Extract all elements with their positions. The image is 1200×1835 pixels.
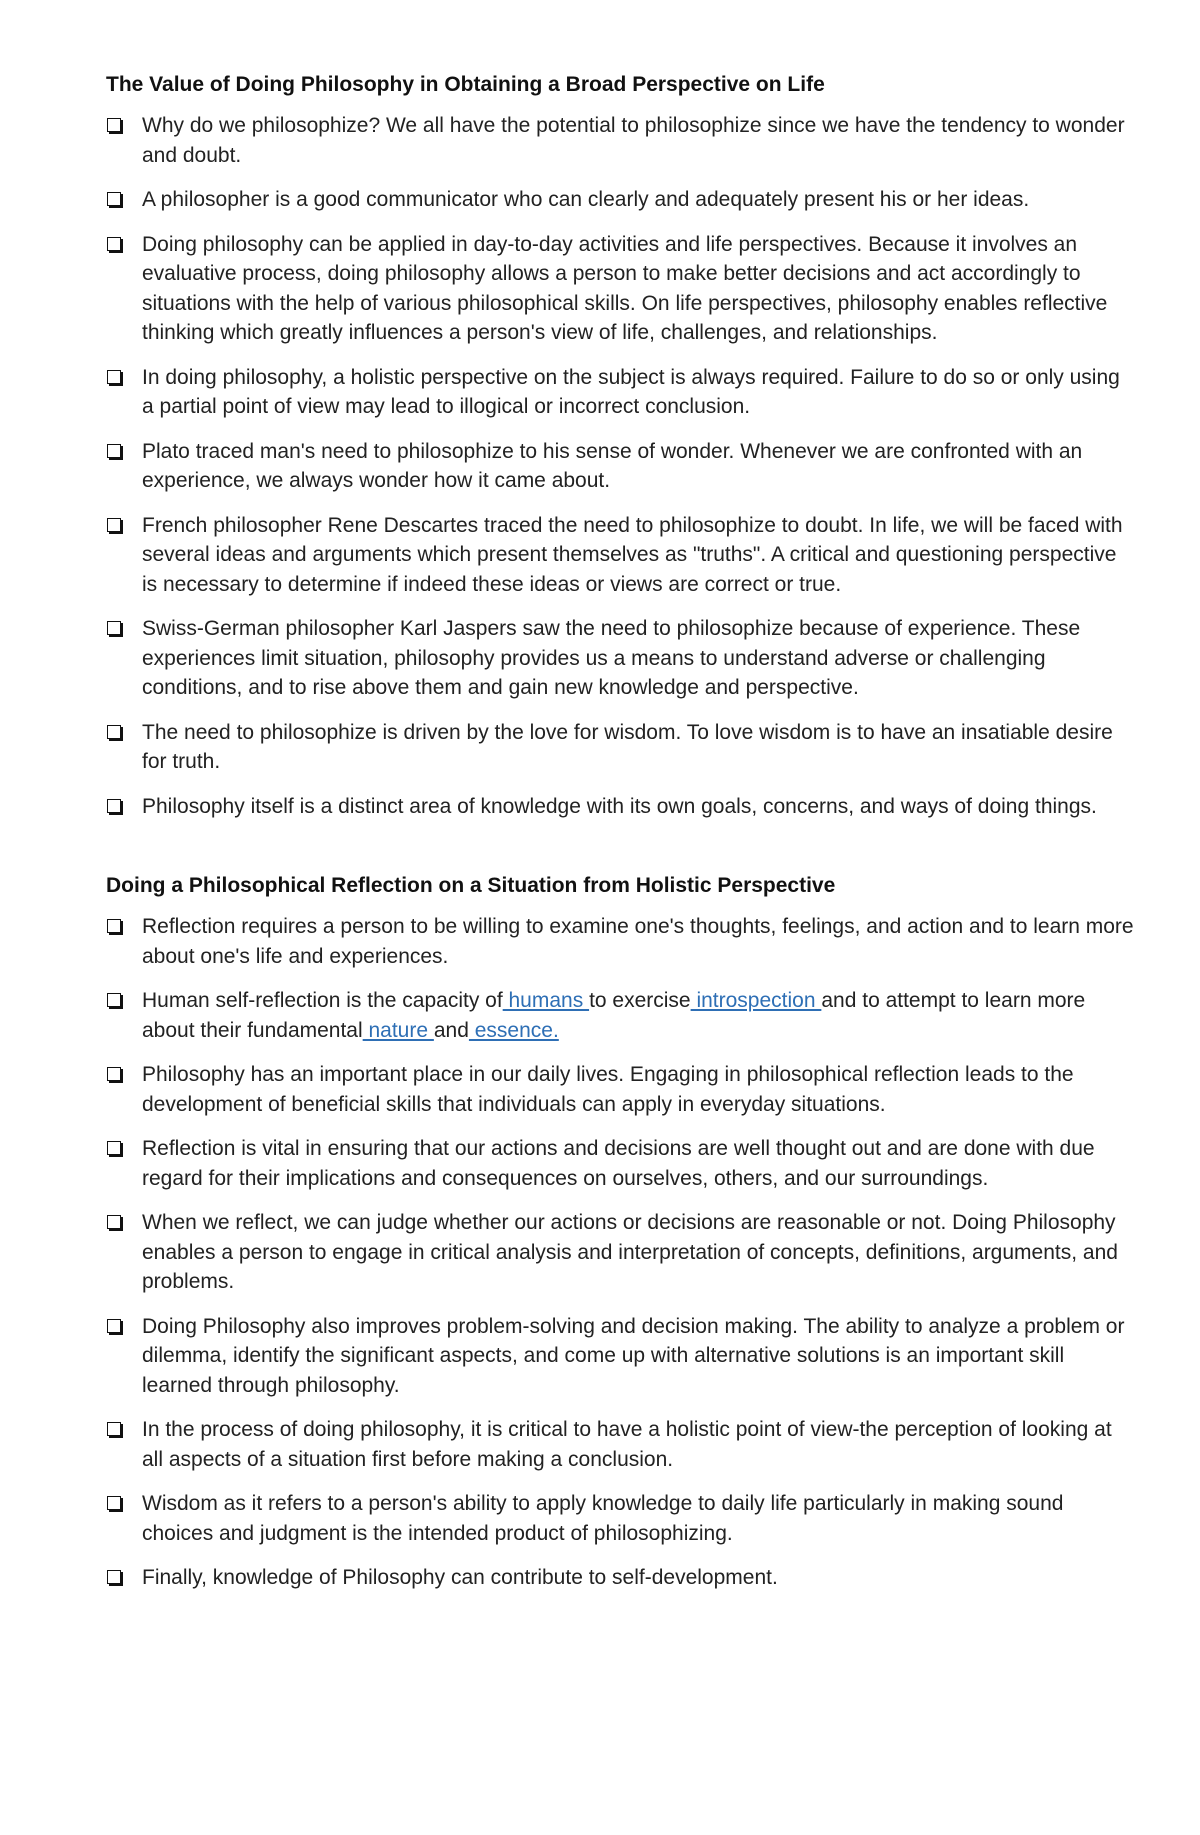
list-item-text: Plato traced man's need to philosophize to his sense of wonder. Whenever we are confronted with an experience, we always wonder how it came about. — [142, 439, 1083, 492]
list-item — [106, 1489, 1136, 1548]
link-humans[interactable]: humans — [502, 989, 590, 1012]
list-item-text: Reflection requires a person to be willing to examine one's thoughts, feelings, and action and to learn more about one's life and experiences. — [142, 915, 1134, 968]
list-item-text: to exercise — [589, 989, 691, 1012]
list-item-text: Finally, knowledge of Philosophy can contribute to self-development. — [142, 1566, 778, 1589]
checkbox-bullet-icon — [107, 919, 121, 933]
checkbox-bullet-icon — [107, 518, 121, 532]
checkbox-bullet-icon — [107, 1422, 121, 1436]
list-item-text: Wisdom as it refers to a person's ability to apply knowledge to daily life particularly in making sound choices and judgment is the intended product of philosophizing. — [142, 1492, 1064, 1545]
list-item — [106, 912, 1136, 971]
checkbox-bullet-icon — [107, 799, 121, 813]
list-item-text: Philosophy has an important place in our daily lives. Engaging in philosophical reflection leads to the development of beneficial skills that individuals can apply in everyday situations. — [142, 1063, 1074, 1116]
list-item — [106, 511, 1136, 600]
list-item-text: A philosopher is a good communicator who can clearly and adequately present his or her ideas. — [142, 188, 1030, 211]
list-item — [106, 1415, 1136, 1474]
checkbox-bullet-icon — [107, 993, 121, 1007]
section-value-of-philosophy — [106, 70, 1136, 821]
list-item-text: In doing philosophy, a holistic perspective on the subject is always required. Failure to do so or only using a partial point of view may lead to illogical or incorrect conclusion. — [142, 365, 1120, 418]
list-item — [106, 437, 1136, 496]
list-item-text: Why do we philosophize? We all have the potential to philosophize since we have the tendency to wonder and doubt. — [142, 114, 1125, 167]
checkbox-bullet-icon — [107, 444, 121, 458]
list-item — [106, 1060, 1136, 1119]
checkbox-bullet-icon — [107, 1215, 121, 1229]
checkbox-bullet-icon — [107, 1067, 121, 1081]
list-item — [106, 614, 1136, 703]
checkbox-bullet-icon — [107, 237, 121, 251]
checkbox-bullet-icon — [107, 725, 121, 739]
bullet-list — [106, 912, 1136, 1593]
list-item — [106, 230, 1136, 348]
list-item-text: Human self-reflection is the capacity of — [142, 989, 503, 1012]
link-introspection[interactable]: introspection — [690, 989, 822, 1012]
list-item-text: Philosophy itself is a distinct area of knowledge with its own goals, concerns, and ways of doing things. — [142, 794, 1097, 818]
list-item-text: Swiss-German philosopher Karl Jaspers saw the need to philosophize because of experience. These experiences limit situation, philosophy provides us a means to understand adverse or challenging conditions, and to rise above them and gain new knowledge and perspective. — [142, 617, 1081, 699]
list-item-text: The need to philosophize is driven by the love for wisdom. To love wisdom is to have an insatiable desire for truth. — [142, 720, 1113, 773]
checkbox-bullet-icon — [107, 1570, 121, 1584]
checkbox-bullet-icon — [107, 370, 121, 384]
list-item — [106, 111, 1136, 170]
checkbox-bullet-icon — [107, 1319, 121, 1333]
list-item — [106, 1563, 1136, 1593]
list-item — [106, 792, 1136, 822]
list-item — [106, 363, 1136, 422]
document-page — [106, 70, 1136, 1608]
list-item-text: When we reflect, we can judge whether our actions or decisions are reasonable or not. Doing Philosophy enables a person to engage in critical analysis and interpretation of concepts, definitions, arguments, and problems. — [142, 1211, 1118, 1293]
checkbox-bullet-icon — [107, 192, 121, 206]
section-heading: The Value of Doing Philosophy in Obtaining a Broad Perspective on Life — [106, 73, 825, 96]
list-item-text: Doing philosophy can be applied in day-to-day activities and life perspectives. Because it involves an evaluative process, doing philosophy allows a person to make better decisions and act accordingly to situations with the help of various philosophical skills. On life perspectives, philosophy enables reflective thinking which greatly influences a person's view of life, challenges, and relationships. — [142, 232, 1108, 344]
link-nature[interactable]: nature — [362, 1018, 434, 1042]
list-item-text: French philosopher Rene Descartes traced the need to philosophize to doubt. In life, we will be faced with several ideas and arguments which present themselves as "truths". A critical and questioning perspective is necessary to determine if indeed these ideas or views are correct or true. — [142, 513, 1123, 596]
checkbox-bullet-icon — [107, 1496, 121, 1510]
list-item-text: Doing Philosophy also improves problem-solving and decision making. The ability to analyze a problem or dilemma, identify the significant aspects, and come up with alternative solutions is an important skill learned through philosophy. — [142, 1314, 1125, 1397]
checkbox-bullet-icon — [107, 621, 121, 635]
link-essence[interactable]: essence. — [468, 1018, 559, 1042]
list-item — [106, 1208, 1136, 1297]
list-item-text: In the process of doing philosophy, it is critical to have a holistic point of view-the perception of looking at all aspects of a situation first before making a conclusion. — [142, 1418, 1112, 1471]
section-heading: Doing a Philosophical Reflection on a Situation from Holistic Perspective — [106, 874, 836, 897]
list-item — [106, 986, 1136, 1045]
checkbox-bullet-icon — [107, 1141, 121, 1155]
list-item — [106, 185, 1136, 215]
list-item-text: and to attempt to learn more about their fundamental — [142, 989, 1086, 1042]
bullet-list — [106, 111, 1136, 821]
list-item-text: and — [433, 1018, 469, 1042]
list-item — [106, 1312, 1136, 1401]
checkbox-bullet-icon — [107, 118, 121, 132]
list-item — [106, 1134, 1136, 1193]
list-item — [106, 718, 1136, 777]
list-item-text: Reflection is vital in ensuring that our actions and decisions are well thought out and are done with due regard for their implications and consequences on ourselves, others, and our surroundings. — [142, 1137, 1095, 1190]
section-philosophical-reflection — [106, 871, 1136, 1593]
